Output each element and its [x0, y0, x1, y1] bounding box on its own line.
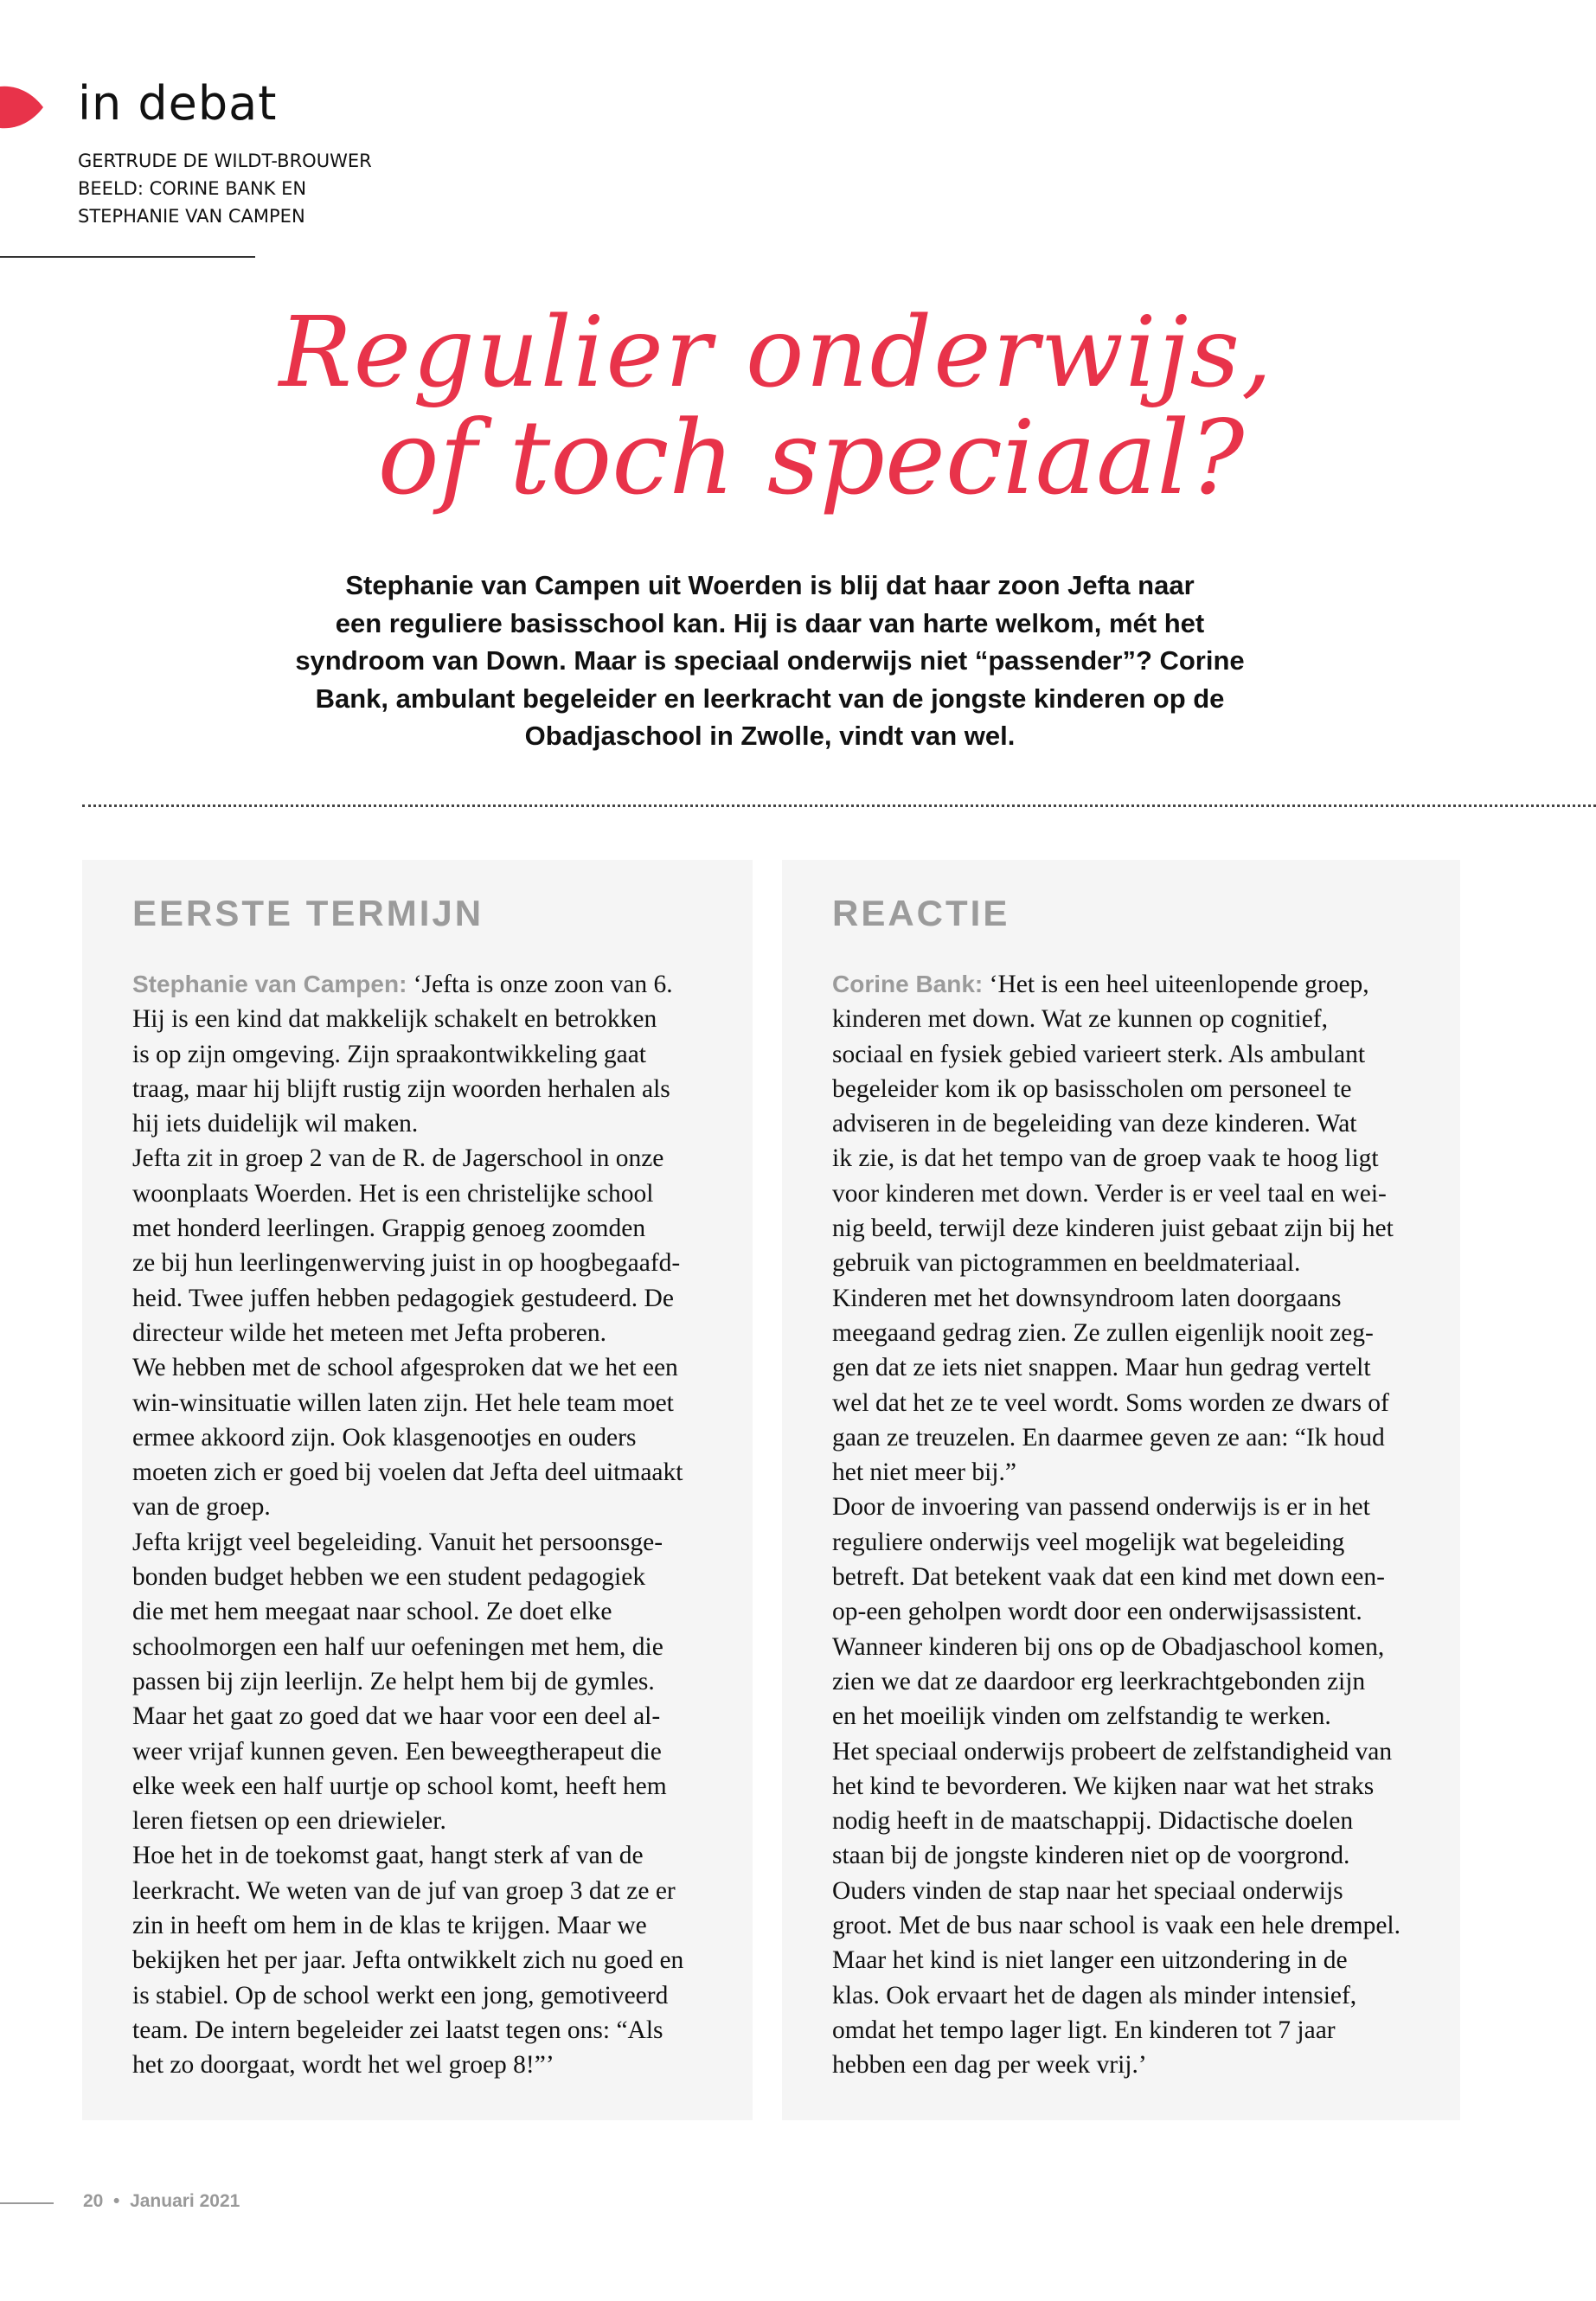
panel-body	[832, 967, 1401, 2083]
body-line: Wanneer kinderen bij ons op de Obadjaschool komen,	[832, 1632, 1385, 1661]
header-rule	[0, 256, 255, 258]
body-line: het kind te bevorderen. We kijken naar wat het straks	[832, 1772, 1375, 1800]
body-line: weer vrijaf kunnen geven. Een beweegtherapeut die	[132, 1737, 662, 1766]
footer-rule	[0, 2202, 54, 2204]
body-line: voor kinderen met down. Verder is er veel taal en wei-	[832, 1179, 1387, 1208]
body-line: Kinderen met het downsyndroom laten doorgaans	[832, 1284, 1342, 1312]
body-line: van de groep.	[132, 1493, 271, 1522]
body-line: moeten zich er goed bij voelen dat Jefta deel uitmaakt	[132, 1458, 683, 1487]
body-line: traag, maar hij blijft rustig zijn woorden herhalen als	[132, 1074, 670, 1103]
byline-author: GERTRUDE DE WILDT-BROUWER	[78, 151, 372, 171]
body-line: klas. Ook ervaart het de dagen als minder intensief,	[832, 1981, 1357, 2009]
body-line: ze bij hun leerlingenwerving juist in op hoogbegaafd-	[132, 1249, 681, 1278]
body-line: win-winsituatie willen laten zijn. Het hele team moet	[132, 1388, 674, 1417]
article-intro	[0, 567, 1540, 755]
body-line: het niet meer bij.”	[832, 1458, 1016, 1487]
body-line: begeleider kom ik op basisscholen om personeel te	[832, 1074, 1352, 1103]
body-line: team. De intern begeleider zei laatst tegen ons: “Als	[132, 2016, 663, 2044]
body-line: bekijken het per jaar. Jefta ontwikkelt zich nu goed en	[132, 1946, 684, 1975]
body-line: nig beeld, terwijl deze kinderen juist gebaat zijn bij het	[832, 1215, 1394, 1243]
body-line: op-een geholpen wordt door een onderwijsassistent.	[832, 1598, 1362, 1626]
panel-body	[132, 967, 683, 2083]
body-line: sociaal en fysiek gebied varieert sterk. Als ambulant	[832, 1040, 1366, 1068]
body-line: gebruik van pictogrammen en beeldmateriaal.	[832, 1249, 1301, 1278]
panel-reactie	[782, 860, 1460, 2120]
body-line: ermee akkoord zijn. Ook klasgenootjes en ouders	[132, 1423, 637, 1452]
body-line: omdat het tempo lager ligt. En kinderen tot 7 jaar	[832, 2016, 1336, 2044]
page-number: 20	[83, 2191, 104, 2211]
byline-credit: BEELD: CORINE BANK EN	[78, 178, 307, 199]
body-line: wel dat het ze te veel wordt. Soms worden ze dwars of	[832, 1388, 1389, 1417]
body-line: leerkracht. We weten van de juf van groep 3 dat ze er	[132, 1876, 676, 1905]
body-line: bonden budget hebben we een student pedagogiek	[132, 1563, 646, 1592]
body-line: Hoe het in de toekomst gaat, hangt sterk af van de	[132, 1842, 644, 1870]
body-line: meegaand gedrag zien. Ze zullen eigenlijk nooit zeg-	[832, 1318, 1374, 1347]
body-line: ik zie, is dat het tempo van de groep vaak te hoog ligt	[832, 1144, 1379, 1173]
body-line: hij iets duidelijk wil maken.	[132, 1110, 419, 1138]
body-line: is op zijn omgeving. Zijn spraakontwikkeling gaat	[132, 1040, 646, 1068]
body-line: leren fietsen op een driewieler.	[132, 1807, 446, 1836]
speaker-name: Corine Bank:	[832, 971, 984, 997]
body-line: woonplaats Woerden. Het is een christelijke school	[132, 1179, 654, 1208]
body-line: gaan ze treuzelen. En daarmee geven ze aan: “Ik houd	[832, 1423, 1385, 1452]
body-line: betreft. Dat betekent vaak dat een kind met down een-	[832, 1563, 1385, 1592]
body-line: directeur wilde het meteen met Jefta proberen.	[132, 1318, 606, 1347]
body-text: ‘Het is een heel uiteenlopende groep,	[983, 971, 1369, 998]
body-line: Jefta zit in groep 2 van de R. de Jagerschool in onze	[132, 1144, 664, 1173]
body-line: schoolmorgen een half uur oefeningen met hem, die	[132, 1632, 663, 1661]
body-text: ‘Jefta is onze zoon van 6.	[407, 971, 673, 998]
body-line: Door de invoering van passend onderwijs is er in het	[832, 1493, 1370, 1522]
body-line: elke week een half uurtje op school komt, heeft hem	[132, 1772, 667, 1800]
panel-heading: REACTIE	[832, 893, 1010, 933]
byline-credit-cont: STEPHANIE VAN CAMPEN	[78, 206, 305, 227]
intro-line: Stephanie van Campen uit Woerden is blij dat haar zoon Jefta naar	[345, 570, 1195, 600]
body-line: passen bij zijn leerlijn. Ze helpt hem bij de gymles.	[132, 1667, 655, 1695]
body-line: die met hem meegaat naar school. Ze doet elke	[132, 1598, 612, 1626]
body-line: reguliere onderwijs veel mogelijk wat begeleiding	[832, 1528, 1345, 1556]
body-line: gen dat ze iets niet snappen. Maar hun gedrag vertelt	[832, 1354, 1371, 1382]
body-line: staan bij de jongste kinderen niet op de voorgrond.	[832, 1842, 1350, 1870]
body-line: We hebben met de school afgesproken dat we het een	[132, 1354, 678, 1382]
body-line: en het moeilijk vinden om zelfstandig te werken.	[832, 1702, 1331, 1731]
body-line: hebben een dag per week vrij.’	[832, 2051, 1147, 2080]
body-line: kinderen met down. Wat ze kunnen op cognitief,	[832, 1005, 1328, 1034]
intro-line: een reguliere basisschool kan. Hij is daar van harte welkom, mét het	[335, 607, 1205, 638]
page-footer	[83, 2191, 240, 2212]
body-line	[132, 967, 683, 1002]
issue-date: Januari 2021	[130, 2191, 240, 2211]
body-line: zin in heeft om hem in de klas te krijgen. Maar we	[132, 1912, 647, 1940]
section-marker-icon	[0, 85, 45, 130]
body-line: nodig heeft in de maatschappij. Didactische doelen	[832, 1807, 1354, 1836]
body-line: heid. Twee juffen hebben pedagogiek gestudeerd. De	[132, 1284, 674, 1312]
body-line: Maar het kind is niet langer een uitzondering in de	[832, 1946, 1348, 1975]
body-line: Maar het gaat zo goed dat we haar voor een deel al-	[132, 1702, 661, 1731]
panel-eerste-termijn	[82, 860, 753, 2120]
footer-separator: •	[113, 2191, 120, 2211]
body-line: het zo doorgaat, wordt het wel groep 8!”’	[132, 2051, 554, 2080]
body-line: is stabiel. Op de school werkt een jong, gemotiveerd	[132, 1981, 669, 2009]
dotted-divider	[82, 804, 1596, 807]
panel-heading: EERSTE TERMIJN	[132, 893, 484, 933]
body-line	[832, 967, 1401, 1002]
intro-line: Obadjaschool in Zwolle, vindt van wel.	[524, 721, 1016, 751]
body-line: Jefta krijgt veel begeleiding. Vanuit het persoonsge-	[132, 1528, 663, 1556]
intro-line: Bank, ambulant begeleider en leerkracht van de jongste kinderen op de	[315, 683, 1225, 714]
article-title-line-2: of toch speciaal?	[377, 398, 1245, 517]
article-title-line-1: Regulier onderwijs,	[279, 297, 1274, 409]
body-line: Het speciaal onderwijs probeert de zelfstandigheid van	[832, 1737, 1393, 1766]
body-line: Ouders vinden de stap naar het speciaal onderwijs	[832, 1876, 1343, 1905]
intro-line: syndroom van Down. Maar is speciaal onderwijs niet “passender”? Corine	[295, 645, 1245, 676]
body-line: met honderd leerlingen. Grappig genoeg zoomden	[132, 1215, 646, 1243]
byline	[78, 147, 372, 230]
body-line: adviseren in de begeleiding van deze kinderen. Wat	[832, 1110, 1357, 1138]
body-line: zien we dat ze daardoor erg leerkrachtgebonden zijn	[832, 1667, 1366, 1695]
body-line: Hij is een kind dat makkelijk schakelt en betrokken	[132, 1005, 657, 1034]
speaker-name: Stephanie van Campen:	[132, 971, 407, 997]
section-label: in debat	[78, 76, 278, 131]
body-line: groot. Met de bus naar school is vaak een hele drempel.	[832, 1912, 1401, 1940]
